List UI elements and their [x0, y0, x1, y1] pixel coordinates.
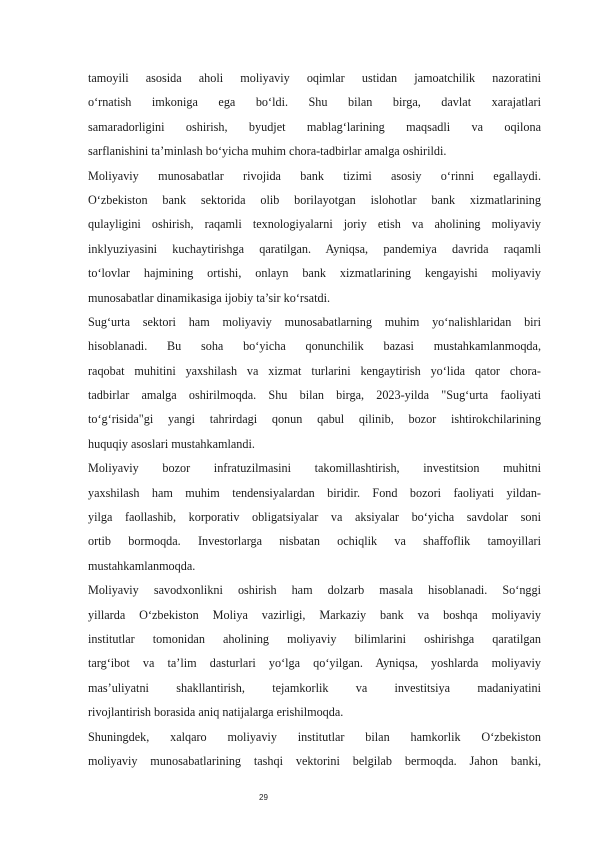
page-number: 29: [259, 793, 268, 802]
text-line: O‘zbekiston bank sektorida olib borilayotgan islohotlar bank xizmatlarining: [88, 192, 541, 207]
text-line: mas’uliyatni shakllantirish, tejamkorlik va investitsiya madaniyatini: [88, 680, 541, 695]
text-line: hisoblanadi. Bu soha bo‘yicha qonunchilik bazasi mustahkamlanmoqda,: [88, 339, 541, 354]
text-line: tadbirlar amalga oshirilmoqda. Shu bilan birga, 2023-yilda "Sug‘urta faoliyati: [88, 388, 541, 403]
text-line: Moliyaviy bozor infratuzilmasini takomillashtirish, investitsion muhitni: [88, 461, 541, 476]
paragraph-2: [88, 164, 541, 310]
paragraph-3: [88, 310, 541, 456]
text-line: yilga faollashib, korporativ obligatsiyalar va aksiyalar bo‘yicha savdolar soni: [88, 510, 541, 525]
text-line: yillarda O‘zbekiston Moliya vazirligi, Markaziy bank va boshqa moliyaviy: [88, 607, 541, 622]
text-line: Shuningdek, xalqaro moliyaviy institutlar bilan hamkorlik O‘zbekiston: [88, 729, 541, 744]
text-line: moliyaviy munosabatlarining tashqi vektorini belgilab bermoqda. Jahon banki,: [88, 753, 541, 768]
text-line: rivojlantirish borasida aniq natijalarga erishilmoqda.: [88, 705, 344, 720]
paragraph-4: [88, 456, 541, 578]
text-line: Moliyaviy munosabatlar rivojida bank tizimi asosiy o‘rinni egallaydi.: [88, 168, 541, 183]
text-line: Sug‘urta sektori ham moliyaviy munosabatlarning muhim yo‘nalishlaridan biri: [88, 314, 541, 329]
paragraph-6: [88, 725, 541, 774]
text-line: yaxshilash ham muhim tendensiyalardan biridir. Fond bozori faoliyati yildan-: [88, 485, 541, 500]
paragraph-1: [88, 66, 541, 164]
paragraph-5: [88, 578, 541, 724]
text-line: ortib bormoqda. Investorlarga nisbatan ochiqlik va shaffoflik tamoyillari: [88, 534, 541, 549]
text-line: huquqiy asoslari mustahkamlandi.: [88, 436, 255, 451]
text-line: to‘g‘risida"gi yangi tahrirdagi qonun qabul qilinib, bozor ishtirokchilarining: [88, 412, 541, 427]
text-line: inklyuziyasini kuchaytirishga qaratilgan. Ayniqsa, pandemiya davrida raqamli: [88, 241, 541, 256]
text-line: raqobat muhitini yaxshilash va xizmat turlarini kengaytirish yo‘lida qator chora-: [88, 363, 541, 378]
text-line: mustahkamlanmoqda.: [88, 558, 196, 573]
text-line: institutlar tomonidan aholining moliyaviy bilimlarini oshirishga qaratilgan: [88, 631, 541, 646]
text-line: samaradorligini oshirish, byudjet mablag‘larining maqsadli va oqilona: [88, 119, 541, 134]
text-line: sarflanishini ta’minlash bo‘yicha muhim chora-tadbirlar amalga oshirildi.: [88, 144, 447, 159]
text-line: tamoyili asosida aholi moliyaviy oqimlar ustidan jamoatchilik nazoratini: [88, 71, 541, 85]
text-line: munosabatlar dinamikasiga ijobiy ta’sir ko‘rsatdi.: [88, 290, 331, 305]
text-line: o‘rnatish imkoniga ega bo‘ldi. Shu bilan birga, davlat xarajatlari: [88, 95, 541, 110]
text-line: targ‘ibot va ta’lim dasturlari yo‘lga qo‘yilgan. Ayniqsa, yoshlarda moliyaviy: [88, 656, 541, 671]
text-line: Moliyaviy savodxonlikni oshirish ham dolzarb masala hisoblanadi. So‘nggi: [88, 583, 541, 598]
page-body: [88, 66, 541, 773]
text-line: qulayligini oshirish, raqamli texnologiyalarni joriy etish va aholining moliyaviy: [88, 217, 541, 232]
text-line: to‘lovlar hajmining ortishi, onlayn bank xizmatlarining kengayishi moliyaviy: [88, 266, 541, 281]
